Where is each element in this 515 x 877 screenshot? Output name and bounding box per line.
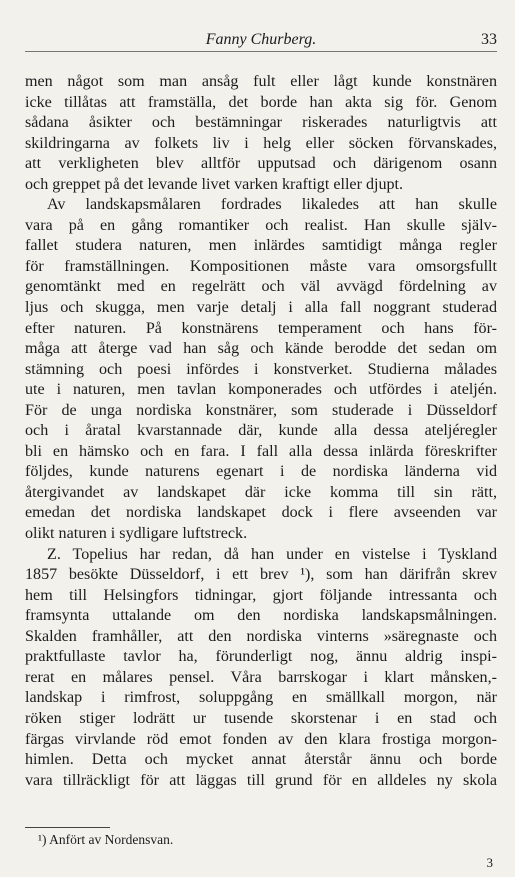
text-line: men något som man ansåg fult eller lågt kunde konstnären <box>25 73 497 90</box>
text-line: ute i naturen, men tavlan komponerades och utfördes i ateljén. <box>25 381 497 399</box>
text-line: hem till Helsingfors tidningar, gjort följande intressanta och <box>25 586 497 604</box>
text-line: himlen. Detta och mycket annat återstår ännu och borde <box>25 751 497 769</box>
text-line: följdes, kunde naturens egenart i de nordiska länderna vid <box>25 463 497 481</box>
text-line: bli en hämsko och en fara. I fall alla dessa inlärda föreskrifter <box>25 442 497 460</box>
text-line: ljus och skugga, men varje detalj i alla fall noggrant studerad <box>25 299 497 317</box>
text-line: och i åratal kvarstannade där, kunde alla dessa ateljéregler <box>25 422 497 440</box>
text-line: röken stiger lodrätt ur tusende skorstenar i en stad och <box>25 709 497 727</box>
text-line: Skalden framhåller, att den nordiska vinterns »säregnaste och <box>25 627 497 645</box>
text-line: vara tillräckligt för att läggas till grund för en alldeles ny skola <box>25 771 497 789</box>
text-line: praktfullaste tavlor ha, förunderligt nog, ännu aldrig inspi- <box>25 648 497 666</box>
text-line: fallet studera naturen, men inlärdes samtidigt många regler <box>25 237 497 255</box>
text-line: efter naturen. På konstnärens temperament och hans för- <box>25 319 497 337</box>
body-text <box>25 72 497 791</box>
text-line: Av landskapsmålaren fordrades likaledes att han skulle <box>47 196 497 214</box>
text-line: stämning och poesi infördes i konstverket. Studierna målades <box>25 360 497 378</box>
page-number: 33 <box>481 31 497 48</box>
text-line: återgivandet av landskapet där icke komma till sin rätt, <box>25 483 497 501</box>
text-line: färgas virvlande röd emot fonden av den klara frostiga morgon- <box>25 730 497 748</box>
printer-signature-mark: 3 <box>486 855 493 870</box>
text-line: För de unga nordiska konstnärer, som studerade i Düsseldorf <box>25 401 497 419</box>
text-line: 1857 besökte Düsseldorf, i ett brev ¹), som han därifrån skrev <box>25 566 497 584</box>
text-line: och greppet på det levande livet varken kraftigt eller djupt. <box>25 175 404 193</box>
text-line: att verkligheten blev alltför upputsad och därigenom osann <box>25 155 497 173</box>
footnote-divider <box>25 827 110 828</box>
text-line: måga att återge vad han såg och kände berodde det sedan om <box>25 340 497 358</box>
page-header <box>25 27 497 52</box>
text-line: för framställningen. Kompositionen måste vara omsorgsfullt <box>25 257 497 275</box>
text-line: sådana åsikter och bestämningar riskerades naturligtvis att <box>25 114 497 132</box>
text-line: icke tillåtas att framställa, det borde han akta sig för. Genom <box>25 93 497 111</box>
text-line: framsynta uttalande om den nordiska landskapsmålningen. <box>25 607 497 625</box>
running-title: Fanny Churberg. <box>205 31 317 48</box>
text-line: emedan det nordiska landskapet dock i flere avseenden var <box>25 504 497 522</box>
text-line: genomtänkt med en regelrätt och väl avvägd fördelning av <box>25 278 497 296</box>
text-line: landskap i rimfrost, soluppgång en smällkall morgon, när <box>25 689 497 707</box>
footnote: ¹) Anfört av Nordensvan. <box>38 832 174 847</box>
text-line: vara på en gång romantiker och realist. Han skulle själv- <box>25 216 497 234</box>
text-line: Z. Topelius har redan, då han under en vistelse i Tyskland <box>47 545 497 563</box>
text-line: skildringarna av folkets liv i helg eller söcken förvanskades, <box>25 134 497 152</box>
text-line: olikt naturen i sydligare luftstreck. <box>25 525 248 543</box>
text-line: rerat en målares pensel. Våra barrskogar i klart månsken,- <box>25 668 497 686</box>
